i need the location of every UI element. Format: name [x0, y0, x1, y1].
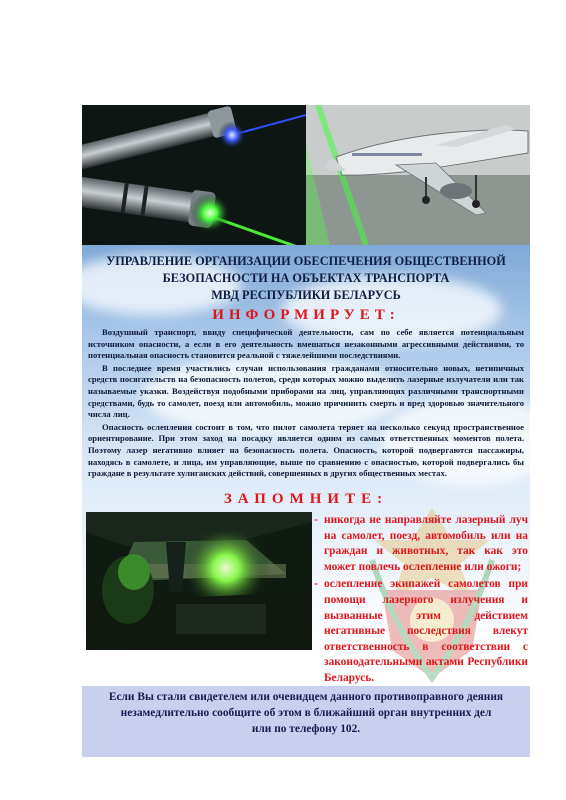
header-line-3: МВД РЕСПУБЛИКИ БЕЛАРУСЬ: [211, 288, 401, 302]
remember-bullets: [314, 513, 528, 689]
header-line-1: УПРАВЛЕНИЕ ОРГАНИЗАЦИИ ОБЕСПЕЧЕНИЯ ОБЩЕСТВЕННОЙ: [106, 254, 506, 268]
paragraph-2: В последнее время участились случаи использования гражданами относительно новых, нетипичных средств посягательств на безопасность полетов, среди которых можно выделить лазерные излучатели или так называемые указки. Воздействуя подобными приборами на лиц, управляющих различными транспортными средствами, будь то самолет, поезд или автомобиль, можно причинить смерть и вред здоровью значительного числа лиц.: [88, 362, 524, 420]
footer-line-2: незамедлительно сообщите об этом в ближайший орган внутренних дел: [120, 707, 492, 719]
footer-line-1: Если Вы стали свидетелем или очевидцем данного противоправного деяния: [108, 691, 504, 703]
bullet-dash: -: [314, 514, 318, 526]
footer-callout: [82, 686, 530, 757]
bullet-item: [314, 577, 528, 686]
footer-line-3: или по телефону 102.: [251, 723, 361, 735]
cockpit-photo: [86, 512, 312, 650]
paragraph-1: Воздушный транспорт, ввиду специфической деятельности, сам по себе является потенциальным источником опасности, а если в его деятельность вмешаться незаконными агрессивными действиями, то потенциальная опасность становится реальной с тяжелейшими последствиями.: [88, 327, 524, 361]
bullet-text-1: никогда не направляйте лазерный луч на самолет, поезд, автомобиль или на граждан и животных, так как это может повлечь ослепление или ожоги;: [324, 514, 528, 573]
bullet-text-2: ослепление экипажей самолетов при помощи лазерного излучения и вызванные этим действием негативные последствия влекут ответственность в соответствии с законодательными актами Республики Беларусь.: [324, 578, 528, 684]
header-line-2: БЕЗОПАСНОСТИ НА ОБЪЕКТАХ ТРАНСПОРТА: [162, 271, 450, 285]
laser-pointers-photo: [82, 105, 306, 245]
informs-heading: ИНФОРМИРУЕТ:: [212, 307, 400, 323]
laser-pointers-illustration: [82, 105, 306, 245]
remember-heading: ЗАПОМНИТЕ:: [223, 491, 389, 507]
airplane-illustration: [306, 105, 530, 245]
paragraph-3: Опасность ослепления состоит в том, что пилот самолета теряет на несколько секунд пространственное ориентирование. При этом заход на посадку является одним из самых ответственных моментов полета. Поэтому лазер негативно влияет на безопасность полета. Опасность, которой подвергаются пассажиры, находясь в самолете, и лица, им управляющие, выше по сравнению с опасностью, которой подвергались бы граждане в результате хулиганских действий, совершенных в других общественных местах.: [88, 421, 524, 479]
airplane-laser-photo: [306, 105, 530, 245]
agency-header: [82, 253, 530, 304]
body-text: [88, 327, 524, 481]
cockpit-illustration: [86, 512, 312, 650]
poster: [82, 105, 530, 757]
bullet-dash: -: [314, 578, 318, 591]
bullet-item: [314, 513, 528, 575]
